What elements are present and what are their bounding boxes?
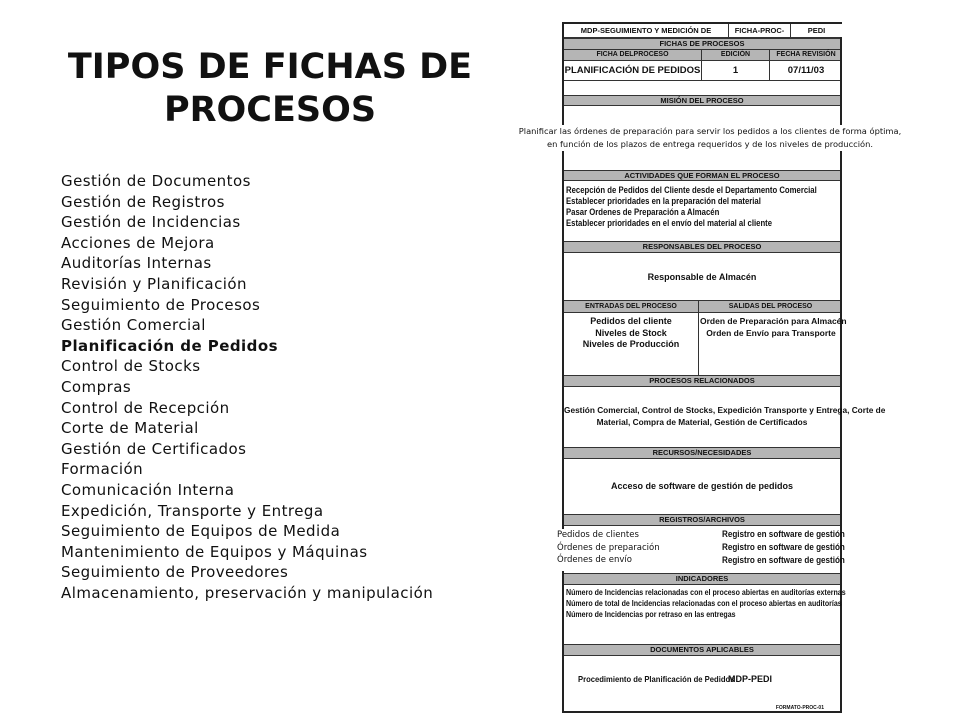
col-fecha: FECHA REVISIÓN bbox=[776, 51, 836, 58]
val-edicion: 1 bbox=[702, 61, 770, 80]
list-item: Revisión y Planificación bbox=[61, 274, 247, 293]
actividad-item: Pasar Ordenes de Preparación a Almacén bbox=[566, 207, 720, 217]
entradas-band: ENTRADAS DEL PROCESO bbox=[564, 301, 699, 313]
responsable-value: Responsable de Almacén bbox=[647, 272, 757, 282]
responsables-band: RESPONSABLES DEL PROCESO bbox=[564, 241, 840, 253]
list-item: Gestión de Documentos bbox=[61, 172, 251, 190]
indicador-item: Número de Incidencias relacionadas con el proceso abiertas en auditorías externas bbox=[566, 587, 846, 597]
list-item: Control de Stocks bbox=[61, 357, 201, 376]
doc-code: MDP-PEDI bbox=[728, 674, 773, 684]
entradas-salidas-header bbox=[564, 300, 840, 313]
entrada-item: Niveles de Stock bbox=[595, 327, 667, 338]
relacionados-line1: Gestión Comercial, Control de Stocks, Expedición Transporte y Entrega, Corte de bbox=[564, 405, 886, 415]
salida-item: Orden de Envío para Transporte bbox=[706, 327, 836, 338]
form-header-row bbox=[564, 24, 840, 38]
list-item: Seguimiento de Equipos de Medida bbox=[61, 522, 341, 541]
salidas-list bbox=[700, 316, 847, 339]
actividades-list bbox=[566, 185, 842, 229]
list-item: Control de Recepción bbox=[61, 398, 230, 417]
list-item: Almacenamiento, preservación y manipulación bbox=[61, 583, 434, 602]
list-item: Gestión de Registros bbox=[61, 192, 225, 211]
form-header-code-label: FICHA-PROC- bbox=[729, 24, 791, 37]
slide-title-line1: TIPOS DE FICHAS DE bbox=[67, 47, 473, 87]
mision-line1: Planificar las órdenes de preparación para servir los pedidos a los clientes de forma óptima, bbox=[518, 126, 902, 136]
salidas-band: SALIDAS DEL PROCESO bbox=[728, 303, 813, 310]
entradas-list bbox=[564, 316, 698, 351]
registro-value: Registro en software de gestión bbox=[722, 542, 845, 552]
ficha-values-row bbox=[564, 61, 840, 81]
recursos-value: Acceso de software de gestión de pedidos bbox=[610, 481, 794, 491]
list-item: Mantenimiento de Equipos y Máquinas bbox=[61, 542, 368, 561]
actividades-band: ACTIVIDADES QUE FORMAN EL PROCESO bbox=[564, 170, 840, 181]
list-item: Acciones de Mejora bbox=[61, 233, 215, 252]
registros-band: REGISTROS/ARCHIVOS bbox=[564, 514, 840, 526]
relacionados-line2: Material, Compra de Material, Gestión de Certificados bbox=[596, 417, 808, 427]
list-item: Corte de Material bbox=[61, 419, 199, 438]
list-item: Compras bbox=[61, 377, 132, 396]
relacionados-value bbox=[564, 404, 886, 428]
indicador-item: Número de total de Incidencias relacionadas con el proceso abiertas en auditorías bbox=[566, 598, 842, 608]
actividad-item: Establecer prioridades en la preparación del material bbox=[566, 196, 761, 206]
form-header-code-value: PEDI bbox=[791, 24, 842, 37]
recursos-band: RECURSOS/NECESIDADES bbox=[564, 447, 840, 459]
form-footer-code: FORMATO-PROC-01 bbox=[775, 705, 824, 711]
list-item: Auditorías Internas bbox=[61, 254, 212, 273]
registro-item: Órdenes de envío bbox=[557, 555, 632, 565]
val-fecha: 07/11/03 bbox=[787, 65, 825, 76]
mision-line2: en función de los plazos de entrega requeridos y de los niveles de producción. bbox=[547, 139, 873, 149]
list-item-active: Planificación de Pedidos bbox=[61, 336, 278, 355]
documentos-band: DOCUMENTOS APLICABLES bbox=[564, 644, 840, 656]
col-ficha: FICHA DELPROCESO bbox=[564, 50, 702, 60]
registro-item: Pedidos de clientes bbox=[557, 530, 639, 540]
registros-right-list bbox=[722, 528, 845, 567]
registros-left-list bbox=[554, 529, 674, 571]
list-item: Gestión de Incidencias bbox=[61, 213, 241, 232]
list-item: Formación bbox=[61, 460, 144, 479]
form-header-title: MDP-SEGUIMIENTO Y MEDICIÓN DE bbox=[564, 24, 729, 37]
actividad-item: Recepción de Pedidos del Cliente desde el Departamento Comercial bbox=[566, 185, 817, 195]
list-item: Gestión Comercial bbox=[61, 316, 206, 335]
slide-title bbox=[55, 46, 485, 132]
ficha-columns-header bbox=[564, 50, 840, 61]
mision-text bbox=[480, 125, 940, 151]
list-item: Seguimiento de Procesos bbox=[61, 295, 261, 314]
col-edicion: EDICIÓN bbox=[702, 50, 770, 60]
registro-value: Registro en software de gestión bbox=[722, 529, 845, 539]
list-item: Gestión de Certificados bbox=[61, 439, 247, 458]
registro-value: Registro en software de gestión bbox=[722, 555, 845, 565]
mision-band: MISIÓN DEL PROCESO bbox=[564, 95, 840, 106]
fichas-band: FICHAS DE PROCESOS bbox=[564, 38, 840, 50]
actividad-item: Establecer prioridades en el envío del material al cliente bbox=[566, 218, 773, 228]
slide-title-line2: PROCESOS bbox=[163, 90, 377, 130]
indicadores-list bbox=[566, 587, 846, 620]
salida-item: Orden de Preparación para Almacén bbox=[700, 316, 847, 326]
indicador-item: Número de Incidencias por retraso en las entregas bbox=[566, 609, 736, 619]
indicadores-band: INDICADORES bbox=[564, 573, 840, 585]
list-item: Seguimiento de Proveedores bbox=[61, 563, 289, 582]
registro-item: Órdenes de preparación bbox=[557, 542, 660, 553]
list-item: Expedición, Transporte y Entrega bbox=[61, 501, 324, 520]
entradas-salidas-divider bbox=[698, 313, 699, 375]
entrada-item: Niveles de Producción bbox=[582, 339, 680, 349]
list-item: Comunicación Interna bbox=[61, 480, 235, 499]
val-ficha: PLANIFICACIÓN DE PEDIDOS bbox=[564, 61, 702, 80]
doc-name: Procedimiento de Planificación de Pedidos bbox=[578, 674, 735, 684]
relacionados-band: PROCESOS RELACIONADOS bbox=[564, 375, 840, 387]
entrada-item: Pedidos del cliente bbox=[590, 316, 672, 326]
process-type-list bbox=[61, 171, 531, 603]
